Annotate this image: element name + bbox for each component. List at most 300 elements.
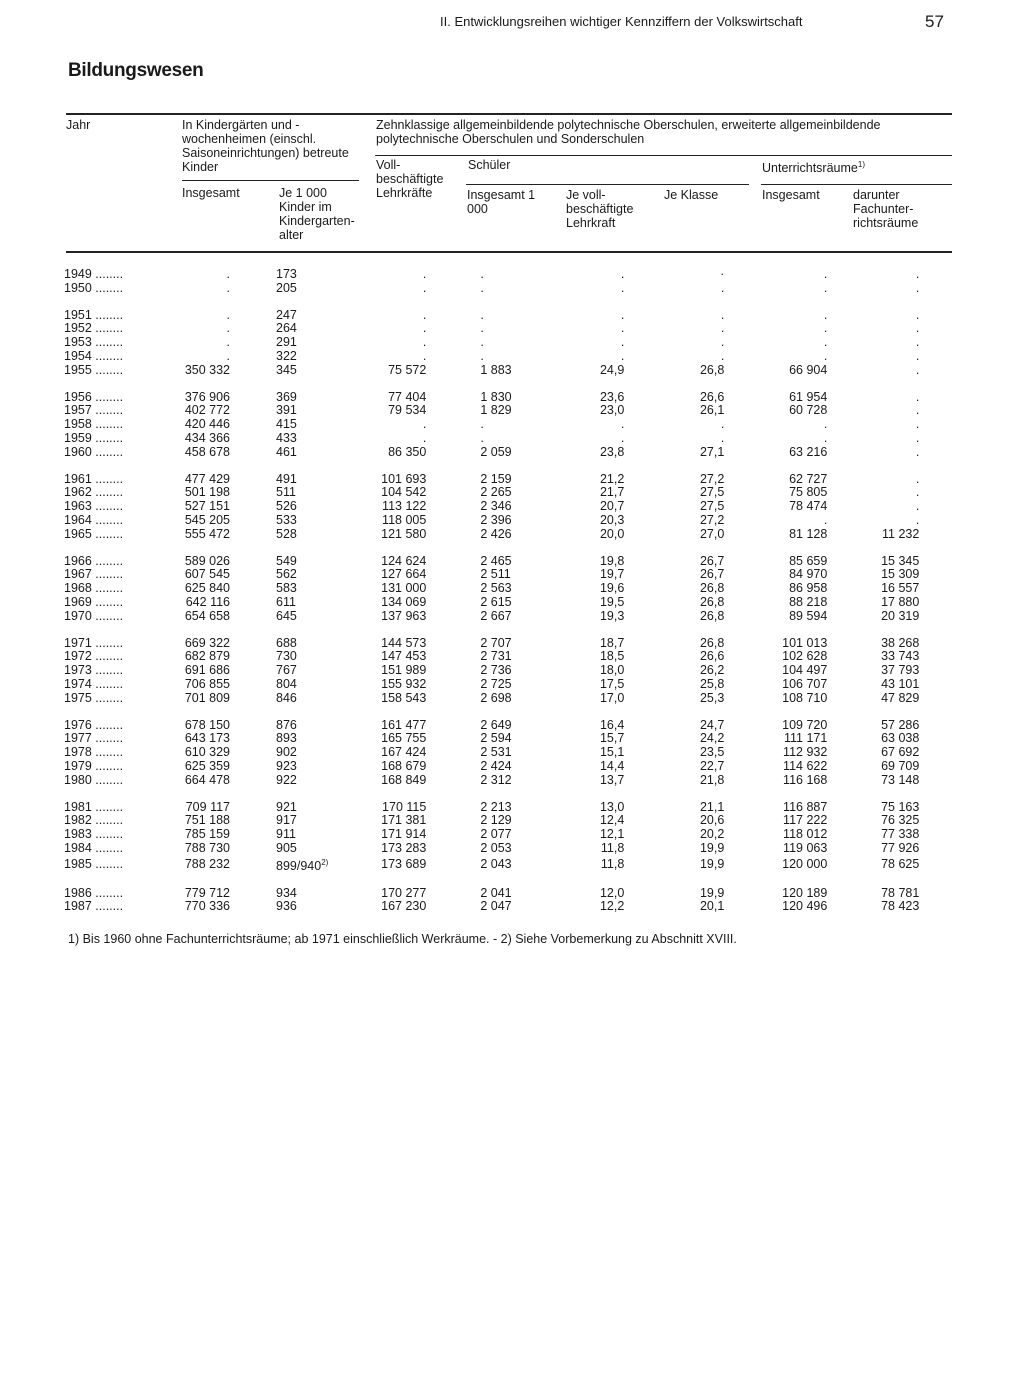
table-row bbox=[64, 391, 919, 405]
cell-r1 bbox=[724, 473, 827, 487]
cell-jahr bbox=[64, 732, 176, 746]
cell-l bbox=[328, 774, 444, 788]
cell-jahr bbox=[64, 391, 176, 405]
cell-k1 bbox=[176, 432, 230, 446]
cell-r2 bbox=[827, 650, 919, 664]
col-schueler-je-lehrkraft: Je voll- beschäftigte Lehrkraft bbox=[566, 188, 634, 230]
cell-l bbox=[328, 719, 444, 733]
cell-value: 12,4 bbox=[599, 813, 625, 828]
cell-s3 bbox=[664, 856, 724, 874]
cell-value: 27,5 bbox=[699, 499, 725, 514]
cell-k1 bbox=[176, 692, 230, 706]
cell-k2 bbox=[230, 350, 328, 364]
cell-value: 13,0 bbox=[599, 799, 625, 814]
cell-r1 bbox=[724, 432, 827, 446]
cell-value: . bbox=[422, 335, 427, 350]
cell-value: 14,4 bbox=[599, 758, 625, 773]
cell-value: 1966 ........ bbox=[64, 553, 124, 568]
cell-s1 bbox=[444, 282, 538, 296]
cell-value: 589 026 bbox=[184, 553, 230, 568]
cell-value: 1954 ........ bbox=[64, 348, 124, 363]
schueler-rule bbox=[466, 184, 749, 185]
cell-value: 60 728 bbox=[789, 403, 828, 418]
col-kindergarten-je1000: Je 1 000 Kinder im Kindergarten- alter bbox=[279, 186, 355, 242]
cell-value: 173 bbox=[276, 267, 297, 281]
cell-s3 bbox=[664, 555, 724, 569]
cell-value: 144 573 bbox=[381, 635, 427, 650]
cell-value: 77 338 bbox=[881, 827, 920, 842]
col-lehrkraefte: Voll- beschäftigte Lehrkräfte bbox=[376, 158, 444, 200]
cell-jahr bbox=[64, 404, 176, 418]
cell-l bbox=[328, 760, 444, 774]
cell-l bbox=[328, 418, 444, 432]
cell-value: 2 077 bbox=[480, 827, 512, 842]
cell-value: 527 151 bbox=[184, 499, 230, 514]
cell-value: . bbox=[480, 321, 484, 336]
cell-r1 bbox=[724, 801, 827, 815]
cell-k2 bbox=[230, 446, 328, 460]
cell-value: . bbox=[823, 417, 828, 432]
cell-value: 12,0 bbox=[599, 885, 625, 900]
cell-value: 15,7 bbox=[599, 731, 625, 746]
cell-s2 bbox=[538, 814, 664, 828]
cell-value: 20,2 bbox=[699, 827, 725, 842]
cell-s2 bbox=[538, 350, 664, 364]
cell-k2 bbox=[230, 582, 328, 596]
cell-r2 bbox=[827, 814, 919, 828]
cell-jahr bbox=[64, 486, 176, 500]
cell-value: 61 954 bbox=[789, 389, 828, 404]
cell-l bbox=[328, 637, 444, 651]
cell-value: 23,5 bbox=[699, 745, 725, 760]
cell-value: 26,8 bbox=[699, 608, 725, 623]
cell-s3 bbox=[664, 732, 724, 746]
cell-value: 167 424 bbox=[381, 745, 427, 760]
cell-r2 bbox=[827, 486, 919, 500]
cell-s1 bbox=[444, 760, 538, 774]
cell-value: . bbox=[422, 417, 427, 432]
cell-k1 bbox=[176, 637, 230, 651]
cell-l bbox=[328, 856, 444, 874]
cell-s1 bbox=[444, 596, 538, 610]
cell-value: 78 781 bbox=[881, 885, 920, 900]
cell-s2 bbox=[538, 760, 664, 774]
cell-l bbox=[328, 746, 444, 760]
cell-k2 bbox=[230, 391, 328, 405]
cell-s1 bbox=[444, 719, 538, 733]
cell-r2 bbox=[827, 268, 919, 282]
cell-value: 26,7 bbox=[699, 553, 725, 568]
cell-r1 bbox=[724, 582, 827, 596]
cell-r2 bbox=[827, 828, 919, 842]
cell-value: 18,7 bbox=[599, 635, 625, 650]
cell-k2 bbox=[230, 650, 328, 664]
cell-s1 bbox=[444, 774, 538, 788]
cell-k1 bbox=[176, 336, 230, 350]
cell-r1 bbox=[724, 774, 827, 788]
cell-k2 bbox=[230, 486, 328, 500]
table-row bbox=[64, 842, 919, 856]
cell-k2 bbox=[230, 282, 328, 296]
cell-value: . bbox=[620, 267, 625, 281]
cell-value: 785 159 bbox=[184, 827, 230, 842]
cell-l bbox=[328, 801, 444, 815]
cell-value: 20,0 bbox=[599, 526, 625, 541]
cell-value: . bbox=[915, 417, 920, 432]
cell-k2 bbox=[230, 637, 328, 651]
cell-value: 1969 ........ bbox=[64, 594, 124, 609]
cell-value: 610 329 bbox=[184, 745, 230, 760]
table-row bbox=[64, 418, 919, 432]
cell-s3 bbox=[664, 309, 724, 323]
cell-value: 706 855 bbox=[184, 676, 230, 691]
cell-value: 770 336 bbox=[184, 899, 230, 914]
cell-value: 101 693 bbox=[381, 471, 427, 486]
cell-value: 1983 ........ bbox=[64, 827, 124, 842]
cell-s1 bbox=[444, 828, 538, 842]
cell-s1 bbox=[444, 746, 538, 760]
cell-value: 1958 ........ bbox=[64, 417, 124, 432]
table-row bbox=[64, 528, 919, 542]
cell-s3 bbox=[664, 514, 724, 528]
cell-k1 bbox=[176, 678, 230, 692]
cell-value: 26,6 bbox=[699, 389, 725, 404]
cell-k2 bbox=[230, 692, 328, 706]
cell-k1 bbox=[176, 473, 230, 487]
cell-s1 bbox=[444, 309, 538, 323]
cell-s3 bbox=[664, 692, 724, 706]
cell-l bbox=[328, 610, 444, 624]
cell-value: 669 322 bbox=[184, 635, 230, 650]
cell-k1 bbox=[176, 500, 230, 514]
cell-value: 247 bbox=[276, 307, 297, 322]
cell-value: 642 116 bbox=[185, 594, 230, 609]
cell-value: 78 625 bbox=[881, 856, 920, 871]
cell-k2 bbox=[230, 774, 328, 788]
table-row bbox=[64, 336, 919, 350]
cell-l bbox=[328, 350, 444, 364]
cell-value: 2 563 bbox=[480, 581, 512, 596]
cell-s3 bbox=[664, 268, 724, 282]
cell-value: 19,9 bbox=[699, 885, 725, 900]
cell-s2 bbox=[538, 801, 664, 815]
cell-s3 bbox=[664, 842, 724, 856]
cell-k2 bbox=[230, 842, 328, 856]
table-row bbox=[64, 692, 919, 706]
table-row bbox=[64, 887, 919, 901]
cell-value: 104 542 bbox=[381, 485, 427, 500]
cell-value: 63 038 bbox=[881, 731, 920, 746]
cell-value: 86 350 bbox=[388, 444, 427, 459]
cell-value: 205 bbox=[276, 280, 297, 295]
cell-value: . bbox=[823, 280, 828, 295]
cell-jahr bbox=[64, 432, 176, 446]
cell-s2 bbox=[538, 446, 664, 460]
cell-k1 bbox=[176, 732, 230, 746]
cell-k1 bbox=[176, 418, 230, 432]
cell-r1 bbox=[724, 887, 827, 901]
cell-value: . bbox=[226, 335, 230, 350]
cell-value: 2 736 bbox=[480, 663, 512, 678]
cell-l bbox=[328, 514, 444, 528]
cell-value: 562 bbox=[276, 567, 297, 582]
col-raeume: Unterrichtsräume$^{1)}$ bbox=[762, 160, 865, 176]
cell-value: 893 bbox=[276, 731, 297, 746]
cell-k2 bbox=[230, 322, 328, 336]
cell-r2 bbox=[827, 528, 919, 542]
cell-r1 bbox=[724, 486, 827, 500]
table-header-bottom-rule bbox=[66, 251, 952, 253]
cell-value: 625 359 bbox=[184, 758, 230, 773]
table-row bbox=[64, 582, 919, 596]
cell-r1 bbox=[724, 364, 827, 378]
cell-s2 bbox=[538, 322, 664, 336]
cell-r1 bbox=[724, 760, 827, 774]
cell-value: 22,7 bbox=[699, 758, 725, 773]
cell-s1 bbox=[444, 486, 538, 500]
cell-s3 bbox=[664, 719, 724, 733]
cell-l bbox=[328, 828, 444, 842]
cell-value: . bbox=[720, 430, 725, 445]
cell-value: 1979 ........ bbox=[64, 758, 124, 773]
cell-value: 936 bbox=[276, 899, 297, 914]
cell-value: 1981 ........ bbox=[64, 799, 124, 814]
cell-s2 bbox=[538, 650, 664, 664]
cell-value: 751 188 bbox=[184, 813, 230, 828]
cell-value: 1987 ........ bbox=[64, 899, 124, 914]
cell-k1 bbox=[176, 650, 230, 664]
cell-s1 bbox=[444, 732, 538, 746]
cell-r2 bbox=[827, 801, 919, 815]
cell-value: . bbox=[226, 348, 230, 363]
cell-jahr bbox=[64, 746, 176, 760]
table-row bbox=[64, 446, 919, 460]
cell-l bbox=[328, 282, 444, 296]
cell-value: 350 332 bbox=[184, 362, 230, 377]
cell-s2 bbox=[538, 473, 664, 487]
cell-s2 bbox=[538, 568, 664, 582]
cell-r2 bbox=[827, 664, 919, 678]
cell-s3 bbox=[664, 322, 724, 336]
cell-jahr bbox=[64, 900, 176, 914]
cell-s3 bbox=[664, 391, 724, 405]
table-row bbox=[64, 268, 919, 282]
cell-l bbox=[328, 887, 444, 901]
cell-value: 899/940 bbox=[276, 858, 322, 873]
cell-value: 2 707 bbox=[480, 635, 512, 650]
cell-jahr bbox=[64, 719, 176, 733]
cell-value: 116 168 bbox=[783, 772, 828, 787]
cell-s3 bbox=[664, 610, 724, 624]
cell-value: 20,3 bbox=[599, 512, 625, 527]
cell-jahr bbox=[64, 760, 176, 774]
cell-s3 bbox=[664, 528, 724, 542]
cell-value: . bbox=[915, 471, 920, 486]
cell-r1 bbox=[724, 692, 827, 706]
cell-r1 bbox=[724, 282, 827, 296]
cell-value: 2 346 bbox=[480, 499, 512, 514]
table-row bbox=[64, 801, 919, 815]
cell-s3 bbox=[664, 446, 724, 460]
cell-s1 bbox=[444, 900, 538, 914]
cell-value: 664 478 bbox=[184, 772, 230, 787]
cell-value: 645 bbox=[276, 608, 297, 623]
cell-s1 bbox=[444, 650, 538, 664]
table-row bbox=[64, 500, 919, 514]
cell-r1 bbox=[724, 568, 827, 582]
table-row bbox=[64, 856, 919, 874]
cell-value: 101 013 bbox=[782, 635, 828, 650]
cell-value: . bbox=[620, 321, 625, 336]
cell-value: 11,8 bbox=[600, 856, 625, 871]
cell-k2 bbox=[230, 432, 328, 446]
cell-s1 bbox=[444, 514, 538, 528]
cell-r2 bbox=[827, 582, 919, 596]
cell-value: 21,7 bbox=[599, 485, 625, 500]
cell-s2 bbox=[538, 637, 664, 651]
cell-value: . bbox=[915, 444, 920, 459]
cell-value: . bbox=[480, 417, 484, 432]
cell-value: 846 bbox=[276, 690, 297, 705]
cell-s3 bbox=[664, 404, 724, 418]
cell-value: 88 218 bbox=[789, 594, 828, 609]
cell-s3 bbox=[664, 486, 724, 500]
cell-value: 131 000 bbox=[381, 581, 427, 596]
cell-jahr bbox=[64, 364, 176, 378]
cell-k2 bbox=[230, 555, 328, 569]
cell-s2 bbox=[538, 692, 664, 706]
cell-value: 127 664 bbox=[381, 567, 427, 582]
cell-value: 1 883 bbox=[480, 362, 512, 377]
cell-k1 bbox=[176, 828, 230, 842]
cell-l bbox=[328, 322, 444, 336]
cell-value: 108 710 bbox=[782, 690, 828, 705]
footnote: 1) Bis 1960 ohne Fachunterrichtsräume; ab 1971 einschließlich Werkräume. - 2) Siehe Vorbemerkung zu Abschnitt XVIII. bbox=[68, 932, 737, 946]
cell-value: 391 bbox=[276, 403, 297, 418]
cell-value: 2 426 bbox=[480, 526, 512, 541]
cell-value: 1970 ........ bbox=[64, 608, 124, 623]
cell-l bbox=[328, 596, 444, 610]
cell-value: 511 bbox=[276, 485, 296, 500]
cell-l bbox=[328, 486, 444, 500]
cell-value: 27,2 bbox=[699, 512, 725, 527]
cell-value: 84 970 bbox=[789, 567, 828, 582]
cell-jahr bbox=[64, 473, 176, 487]
cell-value: 345 bbox=[276, 362, 297, 377]
cell-k2 bbox=[230, 746, 328, 760]
cell-s2 bbox=[538, 528, 664, 542]
cell-s3 bbox=[664, 282, 724, 296]
cell-value: 20,7 bbox=[599, 499, 625, 514]
cell-value: 27,0 bbox=[699, 526, 725, 541]
cell-k1 bbox=[176, 746, 230, 760]
cell-k2 bbox=[230, 814, 328, 828]
cell-value: 137 963 bbox=[381, 608, 427, 623]
cell-s2 bbox=[538, 900, 664, 914]
cell-r2 bbox=[827, 637, 919, 651]
cell-value: 1973 ........ bbox=[64, 663, 124, 678]
cell-value: 69 709 bbox=[881, 758, 920, 773]
cell-value: 1971 ........ bbox=[64, 635, 124, 650]
cell-value: 77 926 bbox=[881, 840, 920, 855]
cell-r1 bbox=[724, 350, 827, 364]
cell-k2 bbox=[230, 418, 328, 432]
cell-value: 1963 ........ bbox=[64, 499, 124, 514]
cell-value: 1950 ........ bbox=[64, 280, 124, 295]
cell-value: . bbox=[480, 267, 484, 281]
cell-r1 bbox=[724, 732, 827, 746]
cell-r1 bbox=[724, 391, 827, 405]
table-row bbox=[64, 650, 919, 664]
table-row bbox=[64, 596, 919, 610]
cell-s3 bbox=[664, 418, 724, 432]
cell-k2 bbox=[230, 473, 328, 487]
cell-value: 911 bbox=[276, 827, 296, 842]
cell-value: 86 958 bbox=[789, 581, 828, 596]
cell-value: 17,5 bbox=[599, 676, 625, 691]
cell-value: . bbox=[226, 321, 230, 336]
cell-r1 bbox=[724, 650, 827, 664]
cell-value: . bbox=[422, 348, 427, 363]
cell-value: 12,2 bbox=[599, 899, 625, 914]
cell-s1 bbox=[444, 336, 538, 350]
cell-r1 bbox=[724, 268, 827, 282]
cell-jahr bbox=[64, 650, 176, 664]
cell-r1 bbox=[724, 309, 827, 323]
cell-s2 bbox=[538, 268, 664, 282]
cell-l bbox=[328, 336, 444, 350]
cell-value: 119 063 bbox=[783, 840, 828, 855]
cell-k2 bbox=[230, 760, 328, 774]
cell-value: 2 424 bbox=[480, 758, 512, 773]
cell-value: . bbox=[620, 348, 625, 363]
cell-s2 bbox=[538, 555, 664, 569]
cell-value: 76 325 bbox=[881, 813, 920, 828]
cell-r1 bbox=[724, 446, 827, 460]
table-row bbox=[64, 432, 919, 446]
cell-value: . bbox=[720, 348, 725, 363]
cell-s3 bbox=[664, 801, 724, 815]
cell-value: 20,1 bbox=[699, 899, 725, 914]
cell-value: 19,7 bbox=[599, 567, 625, 582]
cell-value: 23,0 bbox=[599, 403, 625, 418]
cell-value: 21,8 bbox=[699, 772, 725, 787]
cell-value: 607 545 bbox=[184, 567, 230, 582]
cell-value: 75 163 bbox=[881, 799, 920, 814]
cell-value: 75 805 bbox=[789, 485, 828, 500]
cell-value: 420 446 bbox=[184, 417, 230, 432]
cell-value: 26,6 bbox=[699, 649, 725, 664]
cell-value: 533 bbox=[276, 512, 297, 527]
cell-value: 18,0 bbox=[599, 663, 625, 678]
cell-value: 788 232 bbox=[184, 856, 230, 871]
cell-value: 26,8 bbox=[699, 362, 725, 377]
cell-value: 134 069 bbox=[381, 594, 427, 609]
cell-value: 2 129 bbox=[480, 813, 512, 828]
cell-jahr bbox=[64, 774, 176, 788]
table-row bbox=[64, 774, 919, 788]
cell-value: 1957 ........ bbox=[64, 403, 124, 418]
cell-value: 173 689 bbox=[381, 856, 427, 871]
cell-r2 bbox=[827, 364, 919, 378]
cell-value: 625 840 bbox=[184, 581, 230, 596]
cell-value: 102 628 bbox=[782, 649, 828, 664]
cell-value: . bbox=[422, 321, 427, 336]
cell-value: . bbox=[620, 335, 625, 350]
table-row bbox=[64, 732, 919, 746]
cell-l bbox=[328, 528, 444, 542]
cell-r1 bbox=[724, 610, 827, 624]
